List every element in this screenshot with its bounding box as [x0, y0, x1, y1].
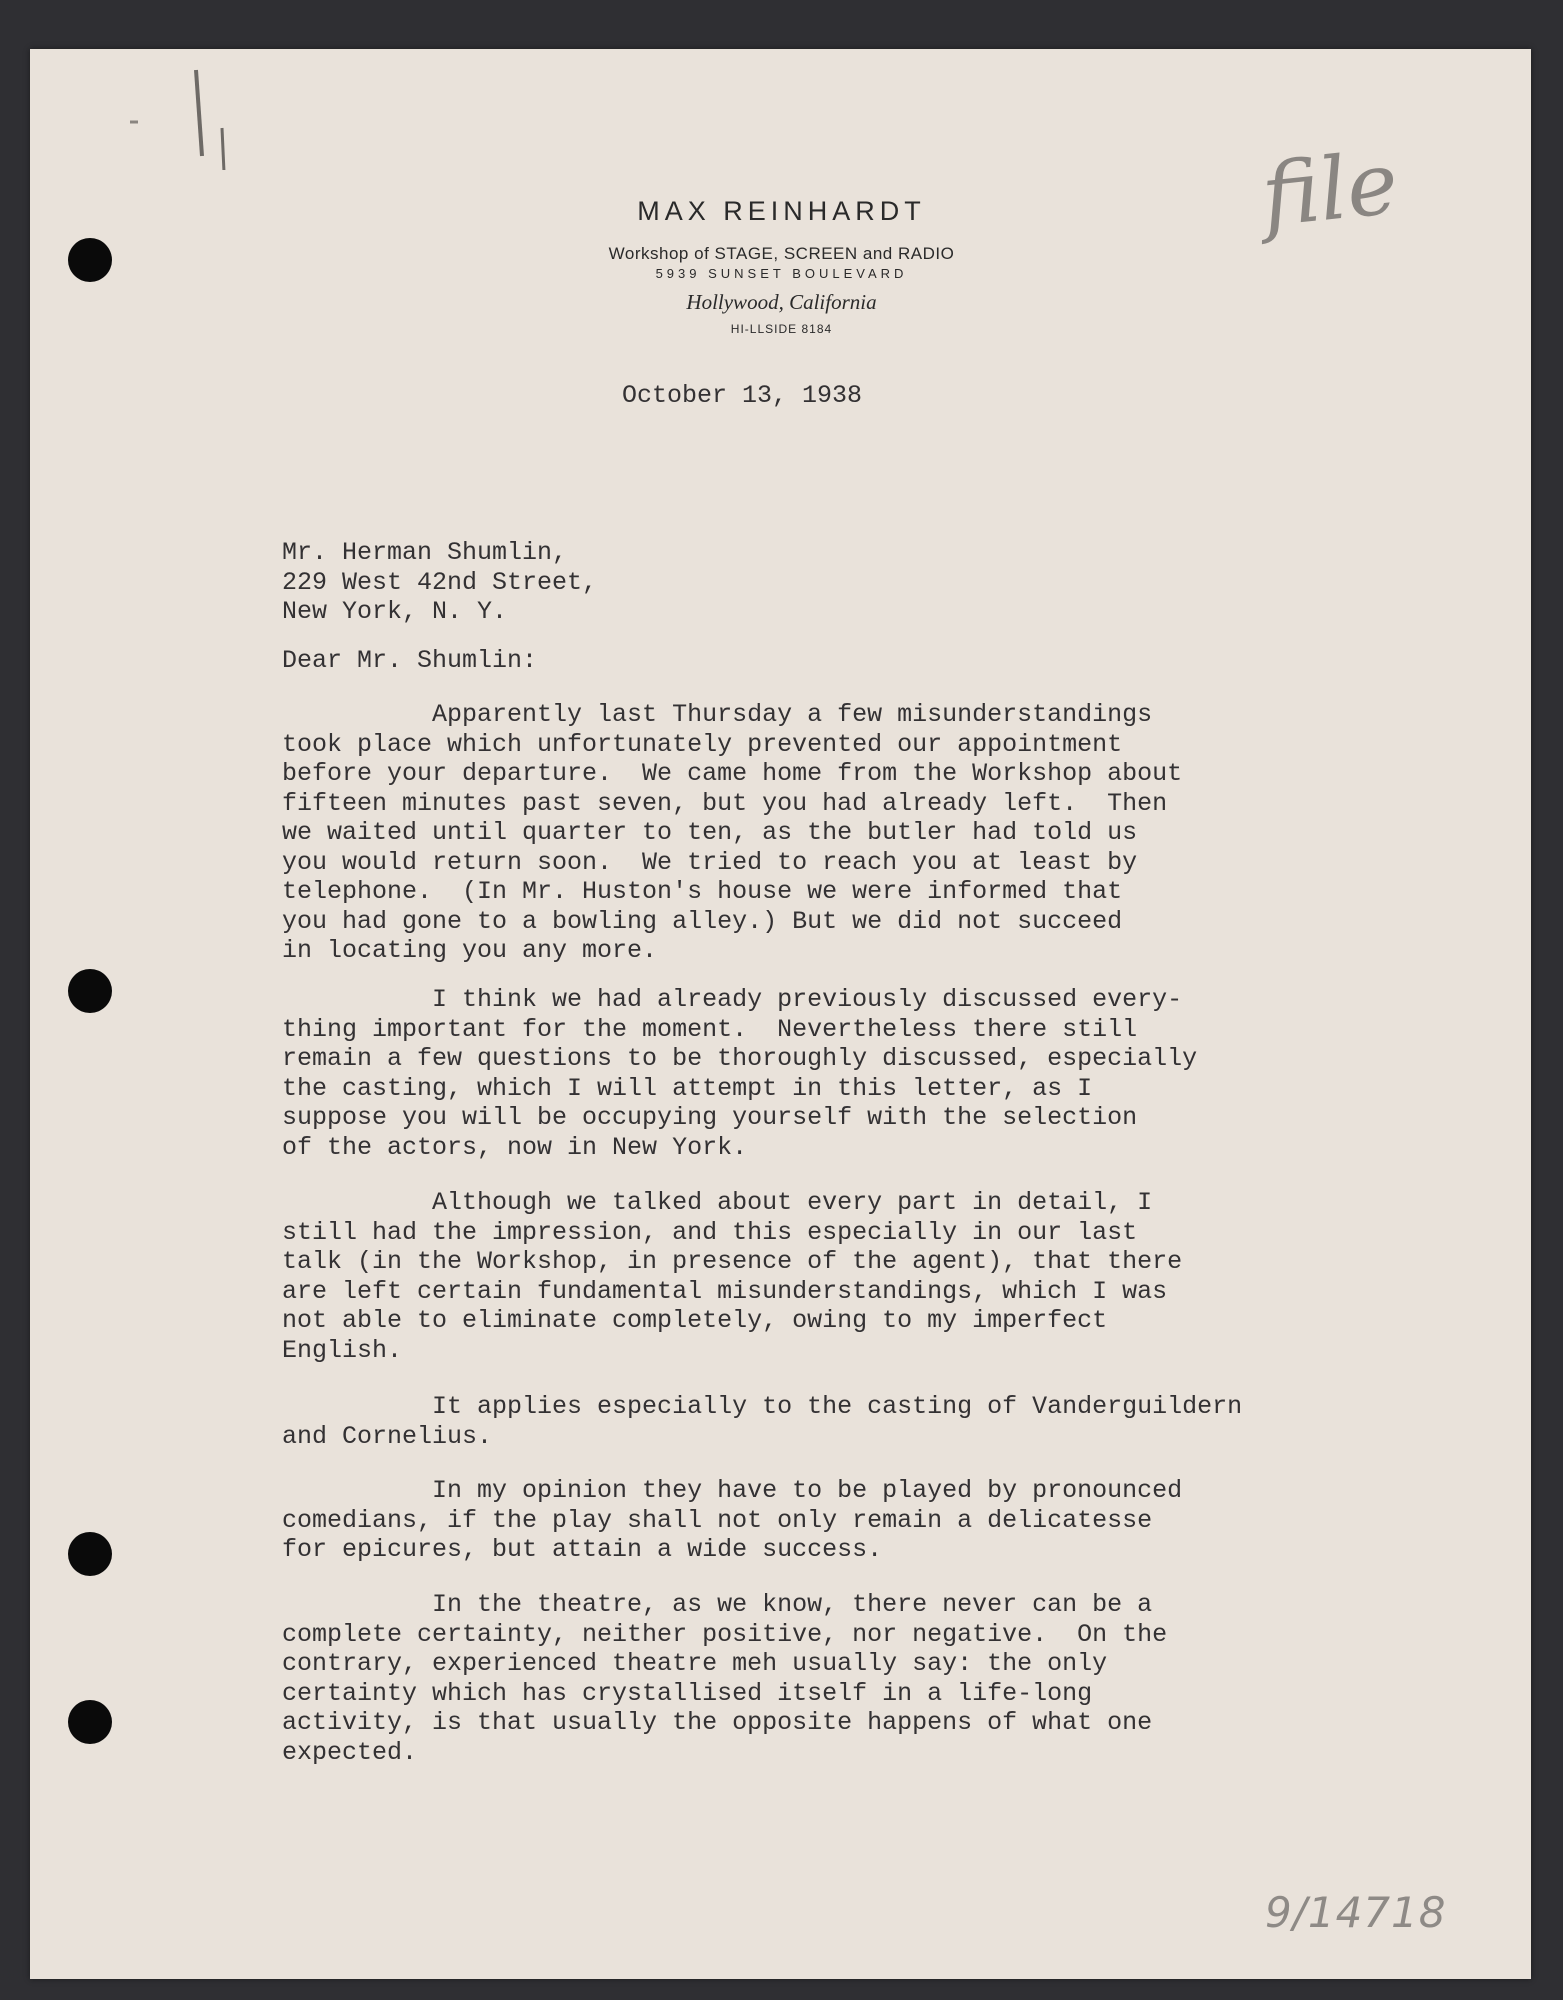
recipient-line: 229 West 42nd Street, [282, 567, 598, 597]
body-paragraph: Apparently last Thursday a few misunderstandings took place which unfortunately prevented our appointment before your departure. We came home from the Workshop about fifteen minutes past seven, but you had already left. Then we waited until quarter to ten, as the butler had told us you would return soon. We tried to reach you at least by telephone. (In Mr. Huston's house we were informed that you had gone to a bowling alley.) But we did not succeed in locating you any more. [282, 700, 1183, 965]
body-paragraph: Although we talked about every part in detail, I still had the impression, and this especially in our last talk (in the Workshop, in presence of the agent), that there are left certain fundamental misunderstandings, which I was not able to eliminate completely, owing to my imperfect English. [282, 1188, 1183, 1365]
punch-hole [68, 969, 112, 1013]
handwritten-file-note: file [1257, 133, 1403, 247]
body-paragraph: I think we had already previously discussed every- thing important for the moment. Nevertheless there still remain a few questions to be thoroughly discussed, especially the casting, which I will attempt in this letter, as I suppose you will be occupying yourself with the selection of the actors, now in New York. [282, 985, 1198, 1162]
letterhead-address: 5939 SUNSET BOULEVARD [655, 266, 908, 281]
recipient-address [282, 538, 597, 627]
body-paragraph: It applies especially to the casting of Vanderguildern and Cornelius. [282, 1392, 1243, 1451]
recipient-line: Mr. Herman Shumlin, [282, 538, 568, 567]
punch-hole [68, 1700, 112, 1744]
body-paragraph: In my opinion they have to be played by pronounced comedians, if the play shall not only remain a delicatesse for epicures, but attain a wide success. [282, 1476, 1183, 1564]
body-paragraph: In the theatre, as we know, there never can be a complete certainty, neither positive, nor negative. On the contrary, experienced theatre meh usually say: the only certainty which has crystallised itself in a life-long activity, is that usually the opposite happens of what one expected. [282, 1590, 1168, 1767]
handwritten-archive-number: 9/14718 [1265, 1888, 1447, 1937]
punch-hole [68, 1532, 112, 1576]
letterhead-city: Hollywood, California [686, 290, 877, 314]
recipient-line: New York, N. Y. [282, 597, 508, 626]
letterhead-phone: HI-LLSIDE 8184 [730, 322, 833, 336]
salutation: Dear Mr. Shumlin: [282, 646, 538, 675]
letter-date: October 13, 1938 [622, 381, 863, 410]
letterhead-name: MAX REINHARDT [637, 196, 926, 226]
pencil-tick-marks [120, 60, 230, 170]
letterhead-subtitle: Workshop of STAGE, SCREEN and RADIO [608, 244, 955, 263]
